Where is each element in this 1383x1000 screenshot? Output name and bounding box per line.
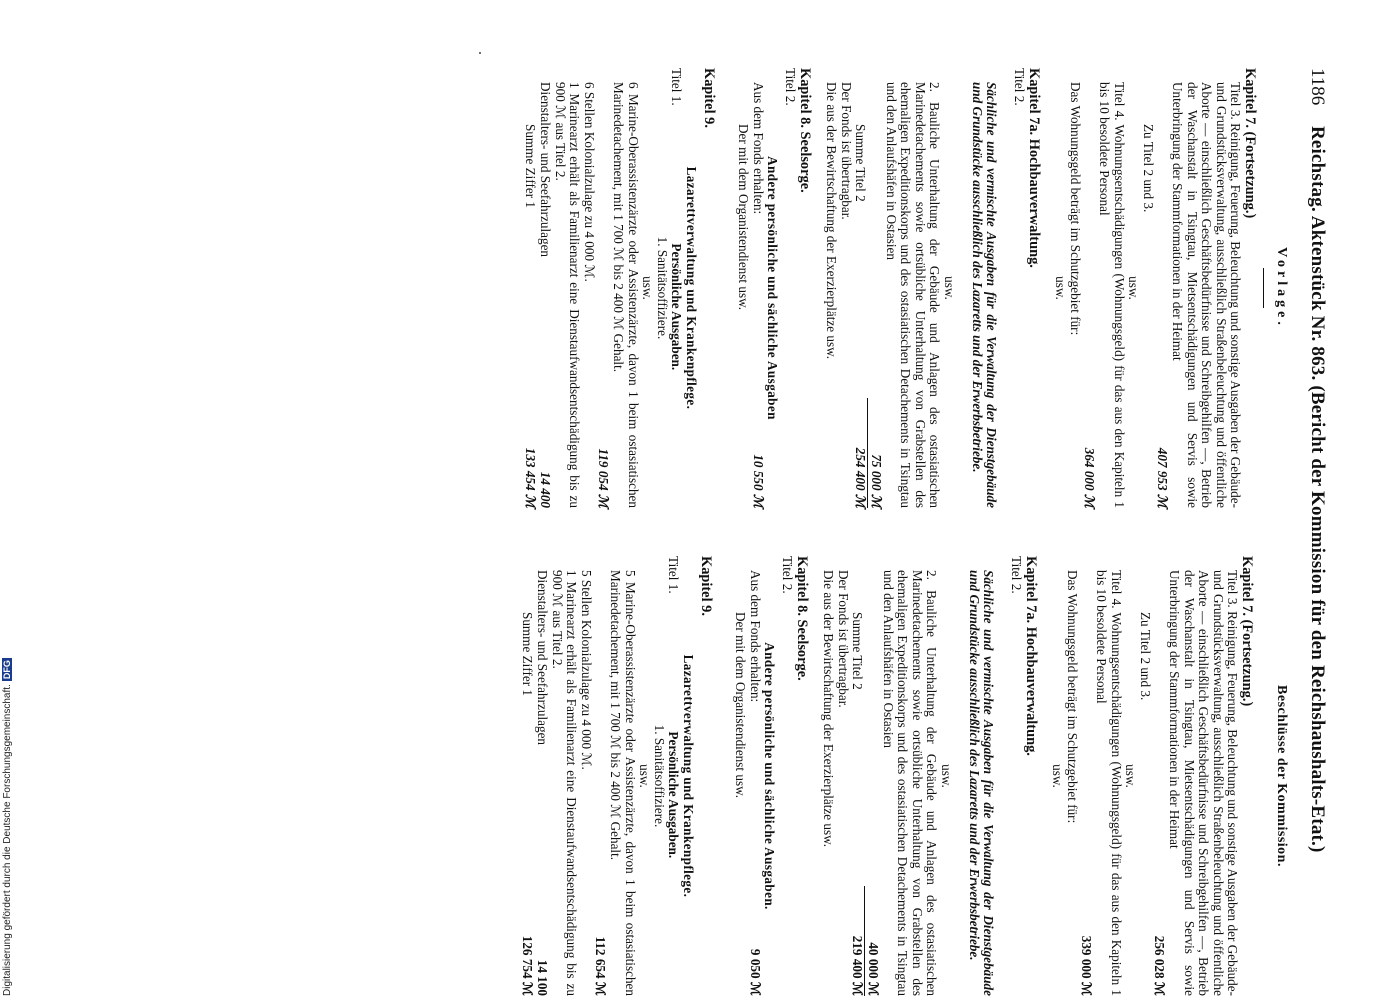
sanitaetsoffiziere: 1. Sanitätsoffiziere. <box>651 724 667 828</box>
titel-1-label: Titel 1. <box>669 68 685 106</box>
usw: usw. <box>1126 276 1142 300</box>
summe-ziffer-1-amount: 126 754 ℳ <box>520 935 536 996</box>
titel-3: Titel 3. Reinigung, Feuerung, Beleuchtung und sonstige Ausgaben der Gebäude- und Grundstücksverwaltung, ausschließlich Straßenbeleuchtung und öffentliche Aborte — einschließlich Geschäftsbedürfnisse und Schreibgehilfen —, Betrieb der Waschanstalt in Tsingtau, Mietsentschädigungen und Servis sowie Unterbringung der Stammformationen in der Heimat <box>1167 570 1241 996</box>
item-2-amount: 40 000 ℳ <box>865 942 881 996</box>
summe-titel-2-amount: 219 400 ℳ <box>850 935 866 996</box>
titel-3-amount-row <box>1152 556 1167 996</box>
item-6a-amount: 119 054 ℳ <box>596 448 612 508</box>
kapitel-7: Kapitel 7. (Fortsetzung.) <box>1239 556 1255 707</box>
zu-titel: Zu Titel 2 und 3. <box>1140 124 1156 213</box>
column-beschluesse <box>408 556 1288 996</box>
kapitel-8: Kapitel 8. Seelsorge. <box>793 556 810 681</box>
summe-titel-2-label: Summe Titel 2 <box>853 124 869 202</box>
page-number: 1186 <box>1307 68 1328 106</box>
organistendienst: Der mit dem Organistendienst usw. <box>736 124 752 311</box>
usw: usw. <box>1053 276 1069 300</box>
titel-3: Titel 3. Reinigung, Feuerung, Beleuchtung und sonstige Ausgaben der Gebäude- und Grundstücksverwaltung, ausschließlich Straßenbeleuchtung und öffentliche Aborte — einschließlich Geschäftsbedürfnisse und Schreibgehilfen —, Betrieb der Waschanstalt in Tsingtau, Mietsentschädigungen und Servis sowie Unterbringung der Stammformationen in der Heimat <box>1170 82 1244 508</box>
summe-ziffer-1-row <box>520 556 535 996</box>
item-kolonialzulage: 6 Stellen Kolonialzulage zu 4 000 ℳ. <box>581 82 597 282</box>
dienstalter-amount: 14 400 <box>538 471 554 508</box>
kapitel-7: Kapitel 7. (Fortsetzung.) <box>1242 68 1258 219</box>
kapitel-7a: Kapitel 7a. Hochbauverwaltung. <box>1025 68 1042 268</box>
sanitaetsoffiziere: 1. Sanitätsoffiziere. <box>654 236 670 340</box>
kapitel-9: Kapitel 9. <box>697 556 714 616</box>
fonds-note: Der Fonds ist übertragbar. <box>838 82 854 220</box>
organistendienst: Der mit dem Organistendienst usw. <box>733 612 749 799</box>
zu-titel: Zu Titel 2 und 3. <box>1137 612 1153 701</box>
kapitel-8-row <box>747 556 762 996</box>
column-title: Beschlüsse der Kommission. <box>1274 685 1289 867</box>
kapitel-8-heading: Andere persönliche und sächliche Ausgaben <box>765 156 781 420</box>
kapitel-8: Kapitel 8. Seelsorge. <box>796 68 813 193</box>
summe-ziffer-1-amount: 133 454 ℳ <box>523 447 539 508</box>
familienarzt-note: 1 Marinearzt erhält als Familienarzt eine Dienstaufwandsentschädigung bis zu 900 ℳ aus Titel 2. <box>552 82 583 508</box>
summe-titel-2-row <box>850 556 865 996</box>
titel-4-amount-row <box>1082 68 1097 508</box>
divider <box>1263 268 1264 308</box>
titel-2-label: Titel 2. <box>780 556 795 594</box>
titel-3-amount: 407 953 ℳ <box>1155 447 1171 508</box>
fonds-note-2: Die aus der Bewirtschaftung der Exerzierplätze usw. <box>824 82 840 360</box>
summe-titel-2-amount: 254 400 ℳ <box>853 447 869 508</box>
wohnungsgeld-note: Das Wohnungsgeld beträgt im Schutzgebiet für: <box>1064 570 1080 824</box>
titel-2-label: Titel 2. <box>1009 556 1025 594</box>
item-2-amount: 75 000 ℳ <box>868 454 884 508</box>
usw: usw. <box>1050 764 1066 788</box>
dienstalter-label: Dienstalters- und Seefahrzulagen <box>538 82 554 258</box>
kapitel-8-fonds: Aus dem Fonds erhalten: <box>747 570 763 703</box>
usw: usw. <box>1123 764 1139 788</box>
titel-4: Titel 4. Wohnungsentschädigungen (Wohnungsgeld) für das aus den Kapiteln 1 bis 10 besoldete Personal <box>1094 570 1124 996</box>
kapitel-9-heading: Lazarettverwaltung und Krankenpflege. <box>681 654 697 898</box>
item-oberassistenzaerzte: 6 Marine-Oberassistenzärzte oder Assistenzärzte, davon 1 beim ostasiatischen Marinedetachement, mit 1 700 ℳ bis 2 400 ℳ Gehalt. <box>611 82 641 508</box>
titel-4-amount: 364 000 ℳ <box>1082 447 1098 508</box>
titel-1-row <box>669 68 684 508</box>
item-kolonialzulage: 5 Stellen Kolonialzulage zu 4 000 ℳ. <box>578 570 594 770</box>
summe-ziffer-1-label: Summe Ziffer 1 <box>523 124 539 208</box>
usw: usw. <box>938 764 954 788</box>
titel-4-amount-row <box>1079 556 1094 996</box>
kapitel-8-fonds: Aus dem Fonds erhalten: <box>750 82 766 215</box>
titel-3-amount: 256 028 ℳ <box>1152 935 1168 996</box>
wohnungsgeld-note: Das Wohnungsgeld beträgt im Schutzgebiet für: <box>1067 82 1083 336</box>
fonds-note-2: Die aus der Bewirtschaftung der Exerzierplätze usw. <box>821 570 837 848</box>
item-2-amount-row <box>868 68 883 508</box>
speck <box>479 52 481 54</box>
dienstalter-row <box>538 68 553 508</box>
dienstalter-amount: 14 100 <box>535 959 551 996</box>
kapitel-9-heading: Lazarettverwaltung und Krankenpflege. <box>684 166 700 410</box>
usw: usw. <box>637 764 653 788</box>
dienstalter-label: Dienstalters- und Seefahrzulagen <box>535 570 551 746</box>
summe-ziffer-1-label: Summe Ziffer 1 <box>520 612 536 696</box>
dienstalter-row <box>535 556 550 996</box>
footer-text: Digitalisierung gefördert durch die Deutsche Forschungsgemeinschaft. <box>2 684 13 996</box>
item-2: 2. Bauliche Unterhaltung der Gebäude und Anlagen des ostasiatischen Marinedetachements sowie ortsübliche Unterhaltung von Grabstellen des ehemaligen Expeditionskorps und des ostasiatischen Detachements in Tsingtau und den Anlaufshäfen in Ostasien <box>880 570 940 996</box>
kapitel-8-amount: 10 550 ℳ <box>750 454 766 508</box>
titel-2-label: Titel 2. <box>1012 68 1028 106</box>
summe-ziffer-1-row <box>523 68 538 508</box>
item-oberassistenzaerzte: 5 Marine-Oberassistenzärzte oder Assistenzärzte, davon 1 beim ostasiatischen Marinedetachement, mit 1 700 ℳ bis 2 400 ℳ Gehalt. <box>608 570 638 996</box>
persoenliche-ausgaben: Persönliche Ausgaben. <box>666 731 682 859</box>
kapitel-9: Kapitel 9. <box>700 68 717 128</box>
item-2: 2. Bauliche Unterhaltung der Gebäude und Anlagen des ostasiatischen Marinedetachements sowie ortsübliche Unterhaltung von Grabstellen des ehemaligen Expeditionskorps und des ostasiatischen Detachements in Tsingtau und den Anlaufshäfen in Ostasien <box>883 82 943 508</box>
item-6a-amount: 112 654 ℳ <box>593 936 609 996</box>
familienarzt-note: 1 Marinearzt erhält als Familienarzt eine Dienstaufwandsentschädigung bis zu 900 ℳ aus Titel 2. <box>549 570 580 996</box>
dfg-logo: DFG <box>2 660 12 680</box>
usw: usw. <box>640 276 656 300</box>
page-title: Reichstag. Aktenstück Nr. 863. (Bericht der Kommission für den Reichshaushalts-Etat.) <box>1307 126 1328 853</box>
document-page <box>405 68 1330 996</box>
page-header <box>1300 68 1330 996</box>
column-vorlage <box>408 68 1288 508</box>
kapitel-8-heading: Andere persönliche und sächliche Ausgaben. <box>762 642 778 910</box>
titel-4-amount: 339 000 ℳ <box>1079 935 1095 996</box>
summe-titel-2-label: Summe Titel 2 <box>850 612 866 690</box>
kapitel-7a-heading: Sächliche und vermischte Ausgaben für die Verwaltung der Dienstgebäude und Grundstücke ausschließlich des Lazaretts und der Erwerbsbetriebe. <box>966 570 997 996</box>
persoenliche-ausgaben: Persönliche Ausgaben. <box>669 243 685 371</box>
fonds-note: Der Fonds ist übertragbar. <box>835 570 851 708</box>
kapitel-7a-heading: Sächliche und vermischte Ausgaben für die Verwaltung der Dienstgebäude und Grundstücke ausschließlich des Lazaretts und der Erwerbsbetriebe. <box>969 82 1000 508</box>
item-6a-amount-row <box>593 556 608 996</box>
titel-1-row <box>666 556 681 996</box>
usw: usw. <box>941 276 957 300</box>
kapitel-8-amount: 9 050 ℳ <box>747 948 763 996</box>
titel-2-label: Titel 2. <box>783 68 798 106</box>
item-6a-amount-row <box>596 68 611 508</box>
kapitel-7a: Kapitel 7a. Hochbauverwaltung. <box>1022 556 1039 756</box>
page-footer <box>2 606 16 996</box>
titel-1-label: Titel 1. <box>666 556 682 594</box>
titel-4: Titel 4. Wohnungsentschädigungen (Wohnungsgeld) für das aus den Kapiteln 1 bis 10 besoldete Personal <box>1097 82 1127 508</box>
column-title: Vorlage. <box>1274 247 1289 329</box>
kapitel-8-row <box>750 68 765 508</box>
item-2-amount-row <box>865 556 880 996</box>
summe-titel-2-row <box>853 68 868 508</box>
titel-3-amount-row <box>1155 68 1170 508</box>
